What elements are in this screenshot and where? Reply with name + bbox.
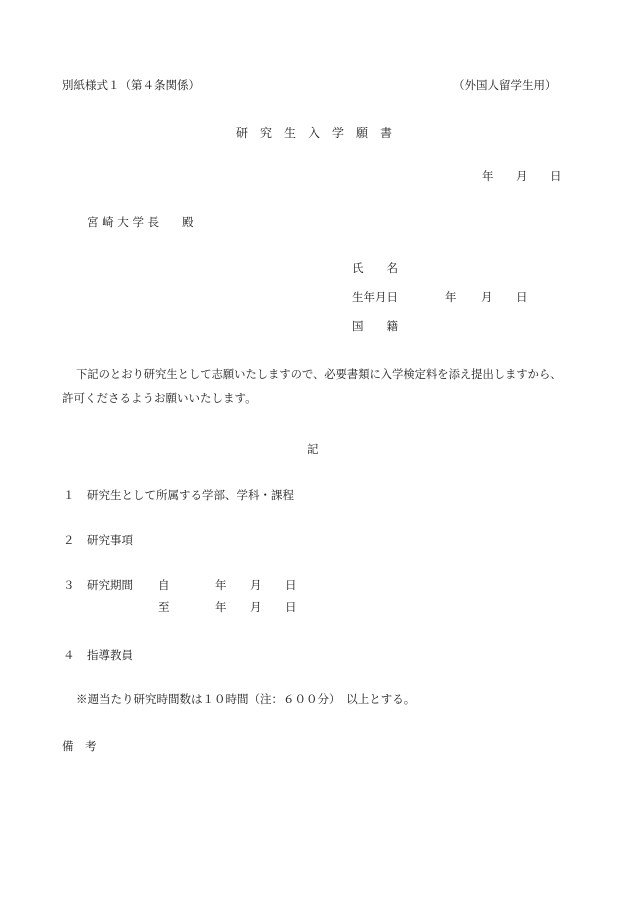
birthdate-label: 生年月日: [352, 290, 398, 304]
date-month-label: 月: [516, 169, 528, 183]
ki-heading: 記: [307, 442, 319, 456]
research-hours-note: ※週当たり研究時間数は１０時間（注：６００分） 以上とする。: [76, 692, 416, 706]
date-day-label: 日: [550, 169, 562, 183]
birth-month-label: 月: [481, 290, 493, 304]
item-1-label: 研究生として所属する学部、学科・課程: [87, 488, 294, 502]
period-from-day: 日: [285, 578, 297, 592]
item-2-label: 研究事項: [87, 533, 133, 547]
birth-day-label: 日: [516, 290, 528, 304]
period-to-month: 月: [250, 600, 262, 614]
body-line-1: 下記のとおり研究生として志願いたしますので、必要書類に入学検定料を添え提出しますから、: [76, 368, 562, 381]
item-4-number: ４: [63, 648, 75, 662]
period-from-month: 月: [250, 578, 262, 592]
category-label: （外国人留学生用）: [453, 78, 557, 92]
document-title: 研 究 生 入 学 願 書: [236, 126, 393, 140]
birth-year-label: 年: [445, 290, 457, 304]
item-4-label: 指導教員: [87, 648, 133, 662]
item-2-number: ２: [63, 533, 75, 547]
item-1-number: １: [63, 488, 75, 502]
period-from-year: 年: [215, 578, 227, 592]
item-3-label: 研究期間: [87, 578, 133, 592]
nationality-label: 国 籍: [352, 319, 398, 333]
item-3-number: ３: [63, 578, 75, 592]
body-line-2: 許可くださるようお願いいたします。: [62, 391, 257, 405]
period-to-year: 年: [215, 600, 227, 614]
addressee: 宮 崎 大 学 長 殿: [87, 215, 194, 229]
remarks-label: 備 考: [62, 739, 97, 753]
period-to-label: 至: [158, 600, 170, 614]
date-year-label: 年: [482, 169, 494, 183]
period-to-day: 日: [285, 600, 297, 614]
period-from-label: 自: [158, 578, 170, 592]
form-label: 別紙様式１（第４条関係）: [62, 78, 200, 92]
name-label: 氏 名: [352, 261, 398, 275]
